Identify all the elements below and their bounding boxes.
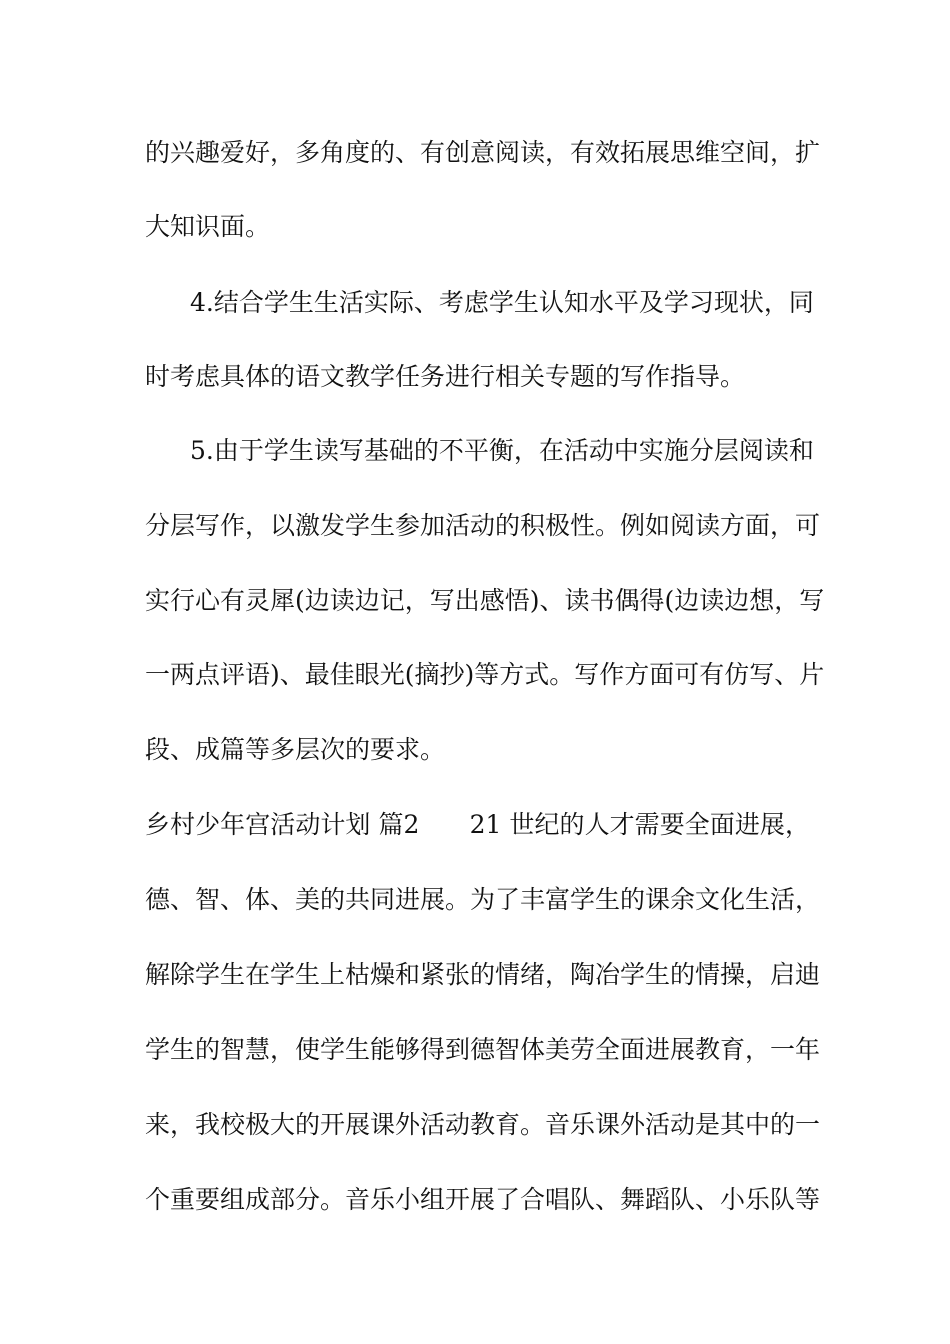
- text-line: 5.由于学生读写基础的不平衡，在活动中实施分层阅读和: [190, 436, 814, 465]
- text-line: 大知识面。: [145, 212, 271, 241]
- text-line: 段、成篇等多层次的要求。: [145, 735, 446, 764]
- text-line: 4.结合学生生活实际、考虑学生认知水平及学习现状，同: [190, 288, 814, 317]
- text-line: 来，我校极大的开展课外活动教育。音乐课外活动是其中的一: [145, 1110, 821, 1139]
- text-line: 乡村少年宫活动计划 篇2 21 世纪的人才需要全面进展，: [145, 810, 810, 839]
- text-line: 的兴趣爱好，多角度的、有创意阅读，有效拓展思维空间，扩: [145, 138, 821, 167]
- text-line: 一两点评语)、最佳眼光(摘抄)等方式。写作方面可有仿写、片: [145, 660, 825, 689]
- text-line: 时考虑具体的语文教学任务进行相关专题的写作指导。: [145, 362, 746, 391]
- text-line: 分层写作，以激发学生参加活动的积极性。例如阅读方面，可: [145, 511, 821, 540]
- text-line: 实行心有灵犀(边读边记，写出感悟)、读书偶得(边读边想，写: [145, 586, 825, 615]
- text-line: 个重要组成部分。音乐小组开展了合唱队、舞蹈队、小乐队等: [145, 1185, 821, 1214]
- text-line: 解除学生在学生上枯燥和紧张的情绪，陶冶学生的情操，启迪: [145, 960, 821, 989]
- text-line: 学生的智慧，使学生能够得到德智体美劳全面进展教育，一年: [145, 1035, 821, 1064]
- text-line: 德、智、体、美的共同进展。为了丰富学生的课余文化生活，: [145, 885, 821, 914]
